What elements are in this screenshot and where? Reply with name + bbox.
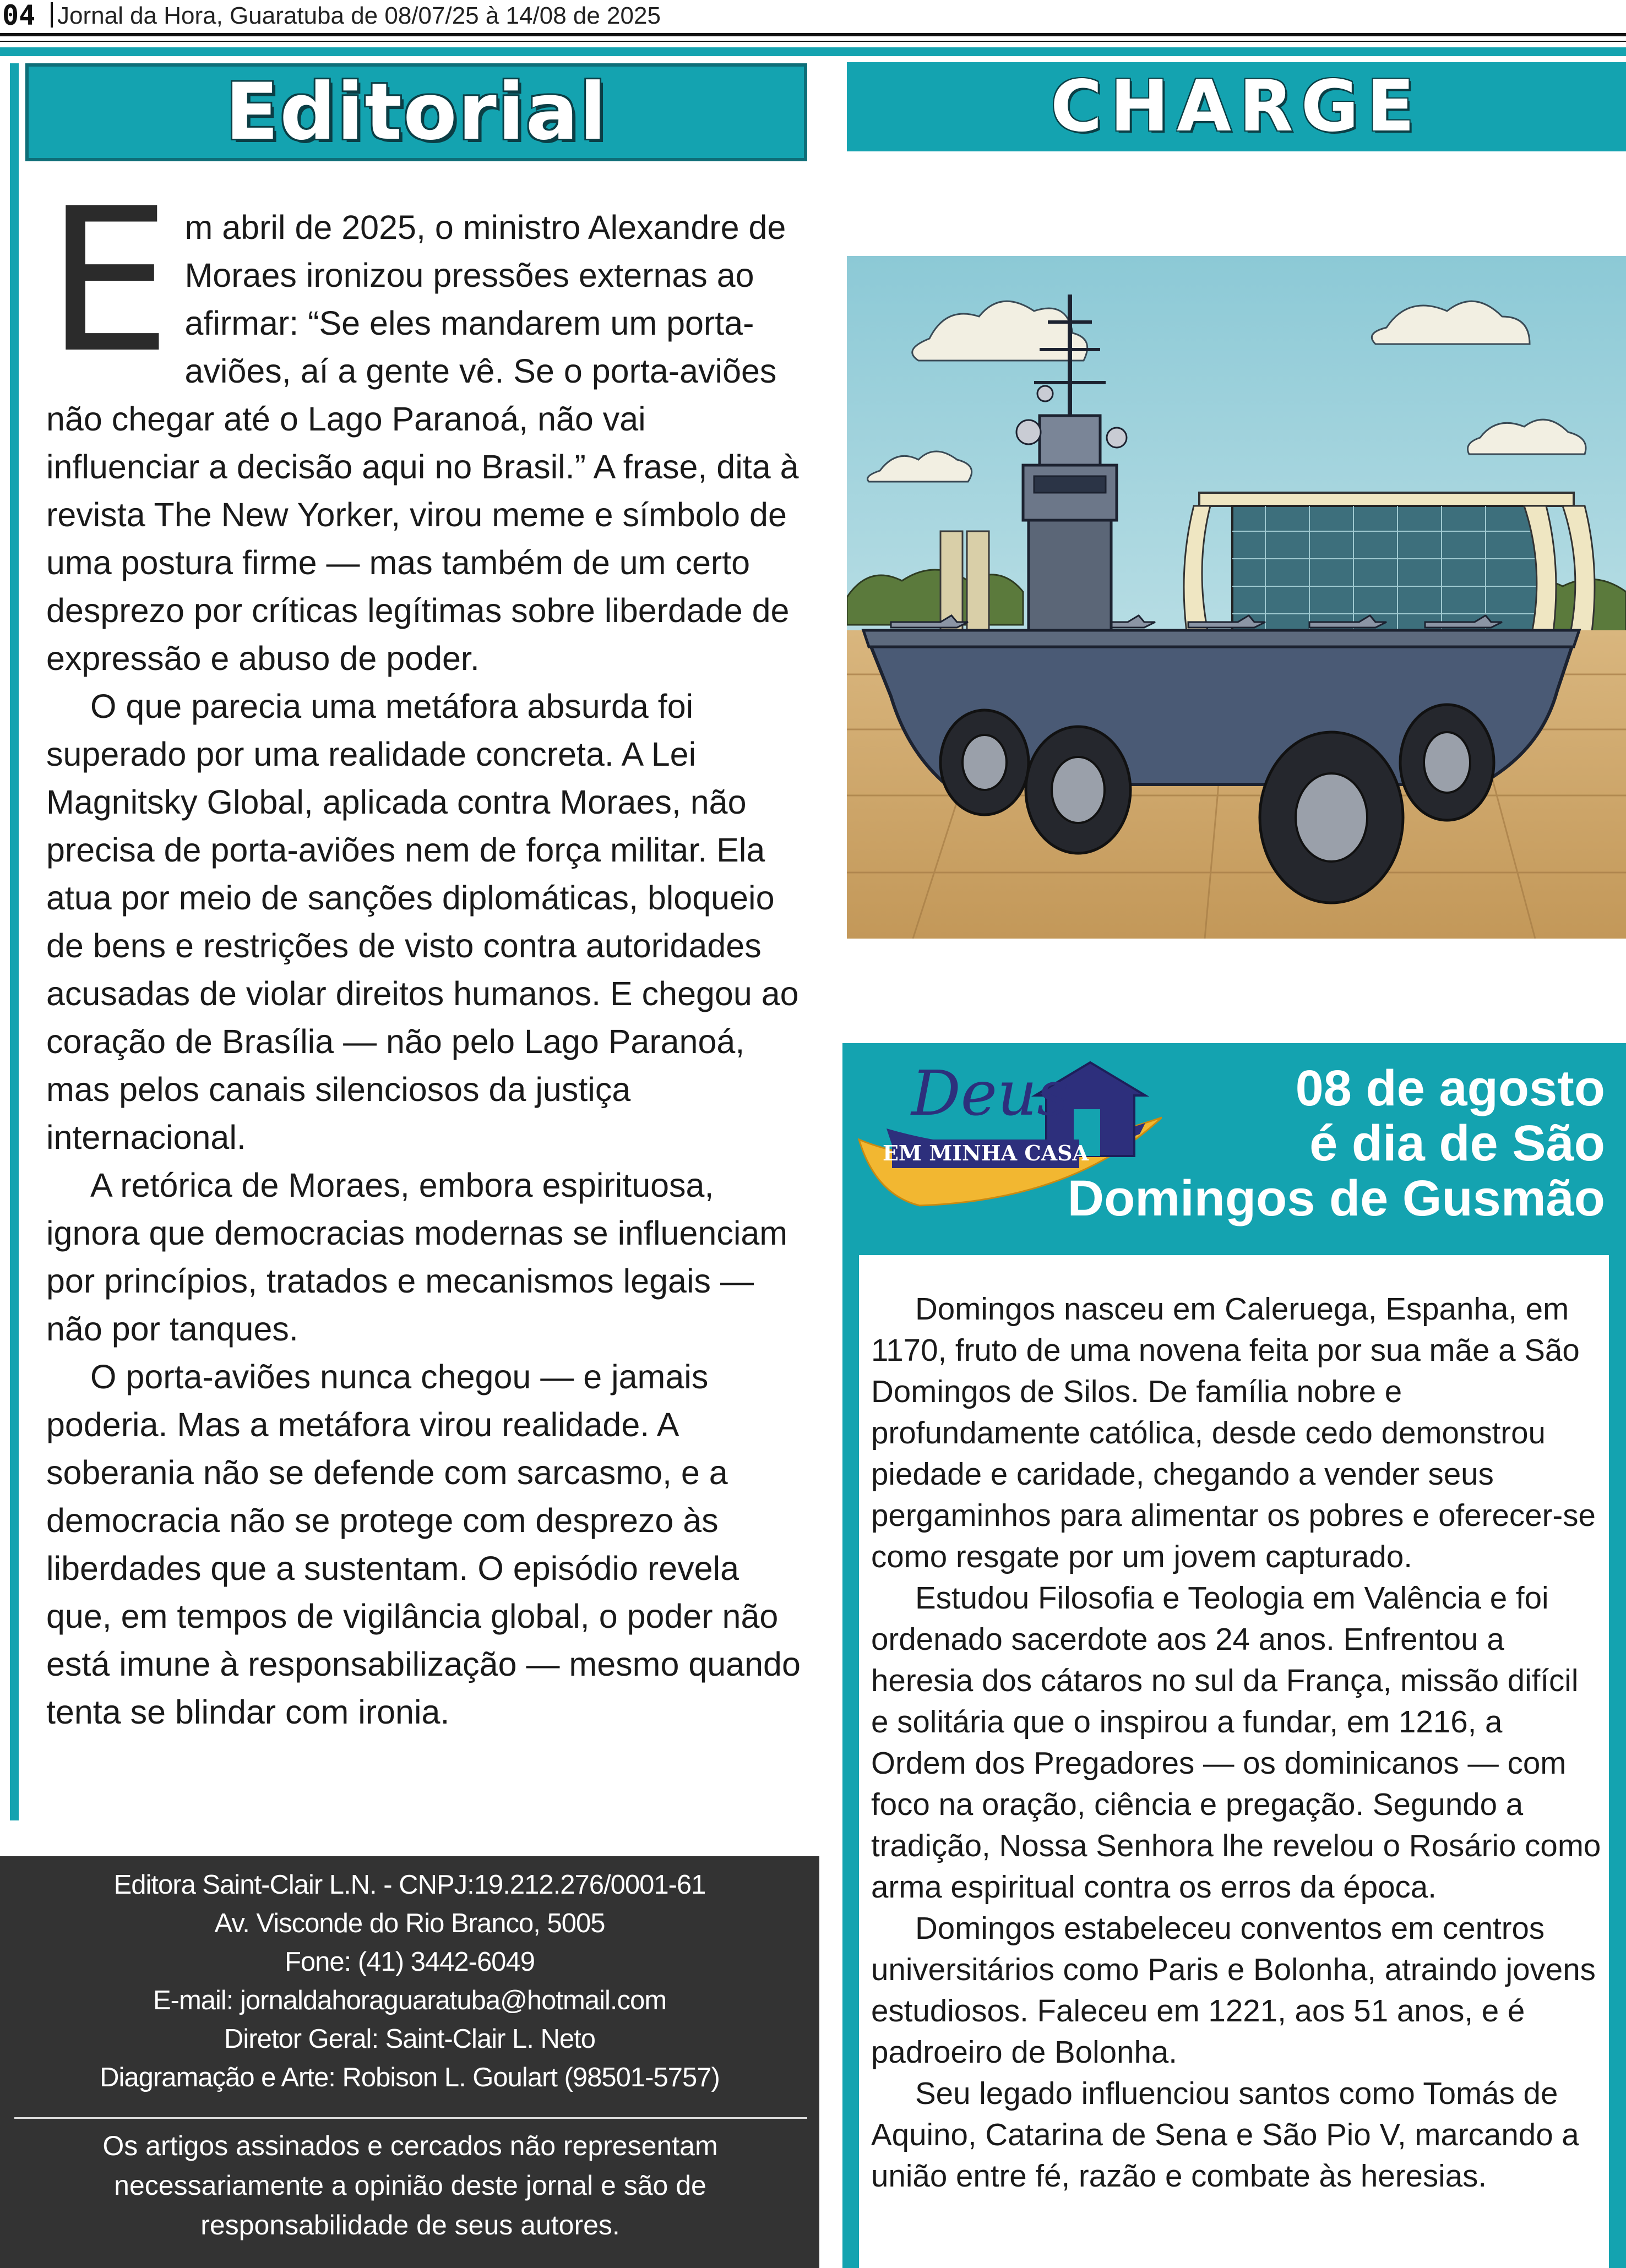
saint-header	[842, 1043, 1626, 1255]
charge-header	[847, 62, 1626, 151]
imprint-divider	[14, 2117, 807, 2119]
editorial-side-bar	[10, 63, 19, 1820]
editorial-body	[46, 166, 801, 1736]
header-rule-thick	[0, 33, 1626, 36]
saint-body	[871, 1288, 1603, 2196]
saint-paragraph: Domingos estabeleceu conventos em centros universitários como Paris e Bolonha, atraindo jovens estudiosos. Faleceu em 1221, aos 51 anos, e é padroeiro de Bolonha.	[871, 1911, 1596, 2069]
logo-deus-text: Deus	[911, 1058, 1069, 1130]
imprint-line: Av. Visconde do Rio Branco, 5005	[214, 1909, 605, 1938]
imprint-line: Editora Saint-Clair L.N. - CNPJ:19.212.276/0001-61	[113, 1870, 706, 1900]
drop-cap: E	[46, 166, 172, 396]
saint-title	[1068, 1061, 1605, 1226]
header-separator	[51, 2, 53, 28]
editorial-paragraph	[46, 166, 801, 683]
editorial-paragraph: O porta-aviões nunca chegou — e jamais poderia. Mas a metáfora virou realidade. A soberania não se defende com sarcasmo, e a democracia não se protege com desprezo às liberdades que a sustentam. O episódio revela que, em tempos de vigilância global, o poder não está imune à responsabilização — mesmo quando tenta se blindar com ironia.	[46, 1358, 801, 1731]
editorial-title: Editorial	[225, 67, 607, 157]
saint-title-line: 08 de agosto	[1295, 1060, 1605, 1116]
editorial-paragraph: A retórica de Moraes, embora espirituosa, ignora que democracias modernas se influenciam por princípios, tratados e mecanismos legais — não por tanques.	[46, 1166, 788, 1348]
publication-line: Jornal da Hora, Guaratuba de 08/07/25 à 14/08 de 2025	[57, 2, 661, 29]
imprint-line: E-mail: jornaldahoraguaratuba@hotmail.com	[153, 1986, 667, 2015]
imprint-box	[0, 1856, 819, 2268]
imprint-disclaimer: Os artigos assinados e cercados não representam necessariamente a opinião deste jornal e são de responsabilidade de seus autores.	[102, 2130, 718, 2240]
saint-box-left-border	[842, 1255, 859, 2268]
saint-paragraph: Seu legado influenciou santos como Tomás de Aquino, Catarina de Sena e São Pio V, marcando a união entre fé, razão e combate às heresias.	[871, 2076, 1579, 2193]
logo-em-minha-casa-text: EM MINHA CASA	[882, 1141, 1089, 1165]
editorial-header	[25, 63, 807, 161]
imprint-line: Diagramação e Arte: Robison L. Goulart (98501-5757)	[100, 2063, 720, 2092]
charge-title: CHARGE	[1050, 66, 1423, 148]
teal-strip	[0, 47, 1626, 56]
page-header	[0, 0, 1626, 34]
saint-paragraph: Estudou Filosofia e Teologia em Valência e foi ordenado sacerdote aos 24 anos. Enfrentou a heresia dos cátaros no sul da França, missão difícil e solitária que o inspirou a fundar, em 1216, a Ordem dos Pregadores — os dominicanos — com foco na oração, ciência e pregação. Segundo a tradição, Nossa Senhora lhe revelou o Rosário como arma espiritual contra os erros da época.	[871, 1580, 1601, 1904]
saint-title-line: Domingos de Gusmão	[1067, 1170, 1605, 1226]
saint-box-right-border	[1609, 1255, 1626, 2268]
imprint-line: Diretor Geral: Saint-Clair L. Neto	[224, 2024, 595, 2054]
editorial-paragraph: O que parecia uma metáfora absurda foi superado por uma realidade concreta. A Lei Magnitsky Global, aplicada contra Moraes, não precisa de porta-aviões nem de força militar. Ela atua por meio de sanções diplomáticas, bloqueio de bens e restrições de visto contra autoridades acusadas de violar direitos humanos. E chegou ao coração de Brasília — não pelo Lago Paranoá, mas pelos canais silenciosos da justiça internacional.	[46, 688, 799, 1156]
saint-paragraph: Domingos nasceu em Caleruega, Espanha, em 1170, fruto de uma novena feita por sua mãe a São Domingos de Silos. De família nobre e profundamente católica, desde cedo demonstrou piedade e caridade, chegando a vender seus pergaminhos para alimentar os pobres e oferecer-se como resgate por um jovem capturado.	[871, 1291, 1596, 1574]
imprint-line: Fone: (41) 3442-6049	[285, 1947, 535, 1977]
saint-title-line: é dia de São	[1309, 1115, 1605, 1171]
charge-cartoon	[847, 256, 1626, 939]
page-number: 04	[2, 0, 36, 31]
header-rule-thin	[0, 41, 1626, 42]
editorial-paragraph-text: m abril de 2025, o ministro Alexandre de Moraes ironizou pressões externas ao afirmar: “Se eles mandarem um porta-aviões, aí a gente vê. Se o porta-aviões não chegar até o Lago Paranoá, não vai influenciar a decisão aqui no Brasil.” A frase, dita à revista The New Yorker, virou meme e símbolo de uma postura firme — mas também de um certo desprezo por críticas legítimas sobre liberdade de expressão e abuso de poder.	[46, 209, 799, 677]
